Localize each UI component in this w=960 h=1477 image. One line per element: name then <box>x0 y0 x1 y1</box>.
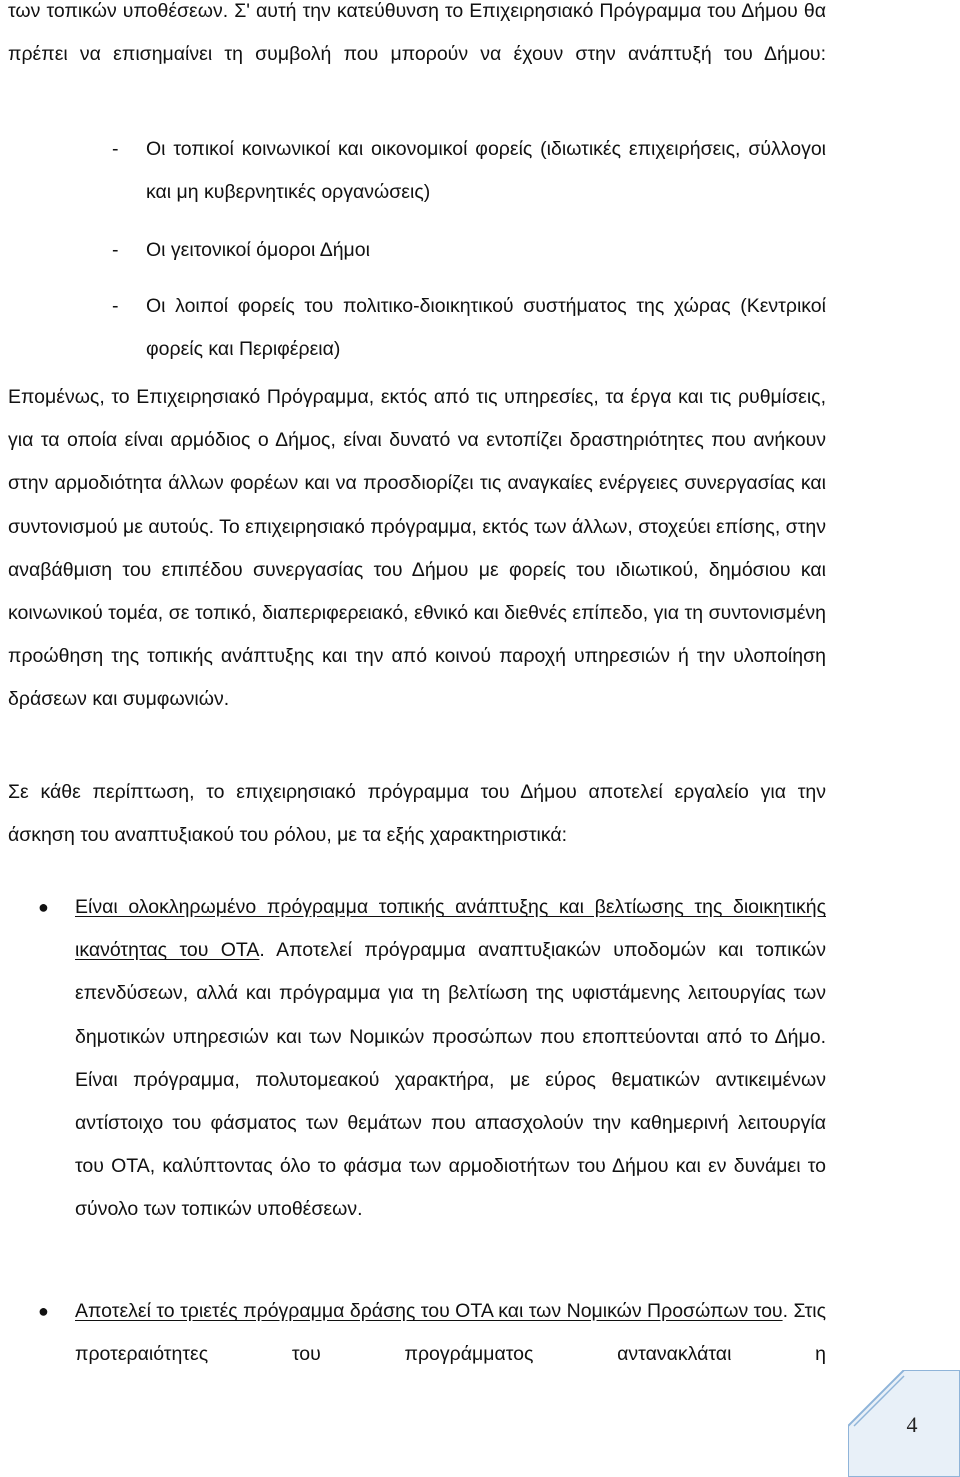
bullet-heading: Αποτελεί το τριετές πρόγραμμα δράσης του ΟΤΑ και των Νομικών Προσώπων του <box>75 1300 783 1322</box>
intro-paragraph: των τοπικών υποθέσεων. Σ' αυτή την κατεύθυνση το Επιχειρησιακό Πρόγραμμα του Δήμου θα πρέπει να επισημαίνει τη συμβολή που μπορούν να έχουν στην ανάπτυξή του Δήμου: <box>8 0 826 66</box>
bullet-heading: Είναι ολοκληρωμένο πρόγραμμα τοπικής ανάπτυξης και βελτίωσης της διοικητικής ικανότητας του ΟΤΑ <box>75 896 826 962</box>
dash-item-text: Οι λοιποί φορείς του πολιτικο-διοικητικού συστήματος της χώρας (Κεντρικοί φορείς και Περιφέρεια) <box>146 295 826 361</box>
bullet-body: . Αποτελεί πρόγραμμα αναπτυξιακών υποδομών και τοπικών επενδύσεων, αλλά και πρόγραμμα για τη βελτίωση της υφιστάμενης λειτουργίας των δημοτικών υπηρεσιών και των Νομικών προσώπων που εποπτεύονται από το Δήμο. Είναι πρόγραμμα, πολυτομεακού χαρακτήρα, με εύρος θεματικών αντικειμένων αντίστοιχο του φάσματος των θεμάτων που απασχολούν την καθημερινή λειτουργία του ΟΤΑ, καλύπτοντας όλο το φάσμα των αρμοδιοτήτων του Δήμου και εν δυνάμει το σύνολο των τοπικών υποθέσεων. <box>75 939 826 1221</box>
dash-item-text: Οι τοπικοί κοινωνικοί και οικονομικοί φορείς (ιδιωτικές επιχειρήσεις, σύλλογοι και μη κυβερνητικές οργανώσεις) <box>146 138 826 204</box>
bullet-item-text <box>75 1290 826 1376</box>
bullet-body: . Στις προτεραιότητες του προγράμματος αντανακλάται η <box>75 1300 826 1366</box>
dash-marker: - <box>112 295 119 317</box>
dash-marker: - <box>112 239 119 261</box>
dash-marker: - <box>112 138 119 160</box>
paragraph-characteristics: Σε κάθε περίπτωση, το επιχειρησιακό πρόγραμμα του Δήμου αποτελεί εργαλείο για την άσκηση του αναπτυξιακού του ρόλου, με τα εξής χαρακτηριστικά: <box>8 781 826 847</box>
bullet-marker: ● <box>38 897 49 917</box>
bullet-item-text <box>75 886 826 1232</box>
paragraph-cooperation: Επομένως, το Επιχειρησιακό Πρόγραμμα, εκτός από τις υπηρεσίες, τα έργα και τις ρυθμίσεις, για τα οποία είναι αρμόδιος ο Δήμος, είναι δυνατό να εντοπίζει δραστηριότητες που ανήκουν στην αρμοδιότητα άλλων φορέων και να προσδιορίζει τις αναγκαίες ενέργειες συνεργασίας και συντονισμού με αυτούς. Το επιχειρησιακό πρόγραμμα, εκτός των άλλων, στοχεύει επίσης, στην αναβάθμιση του επιπέδου συνεργασίας του Δήμου με φορείς του ιδιωτικού, δημόσιου και κοινωνικού τομέα, σε τοπικό, διαπεριφερειακό, εθνικό και διεθνές επίπεδο, για τη συντονισμένη προώθηση της τοπικής ανάπτυξης και την από κοινού παροχή υπηρεσιών ή την υλοποίηση δράσεων και συμφωνιών. <box>8 386 826 711</box>
page-number: 4 <box>906 1412 918 1437</box>
bullet-marker: ● <box>38 1301 49 1321</box>
dash-item-text: Οι γειτονικοί όμοροι Δήμοι <box>146 239 370 261</box>
